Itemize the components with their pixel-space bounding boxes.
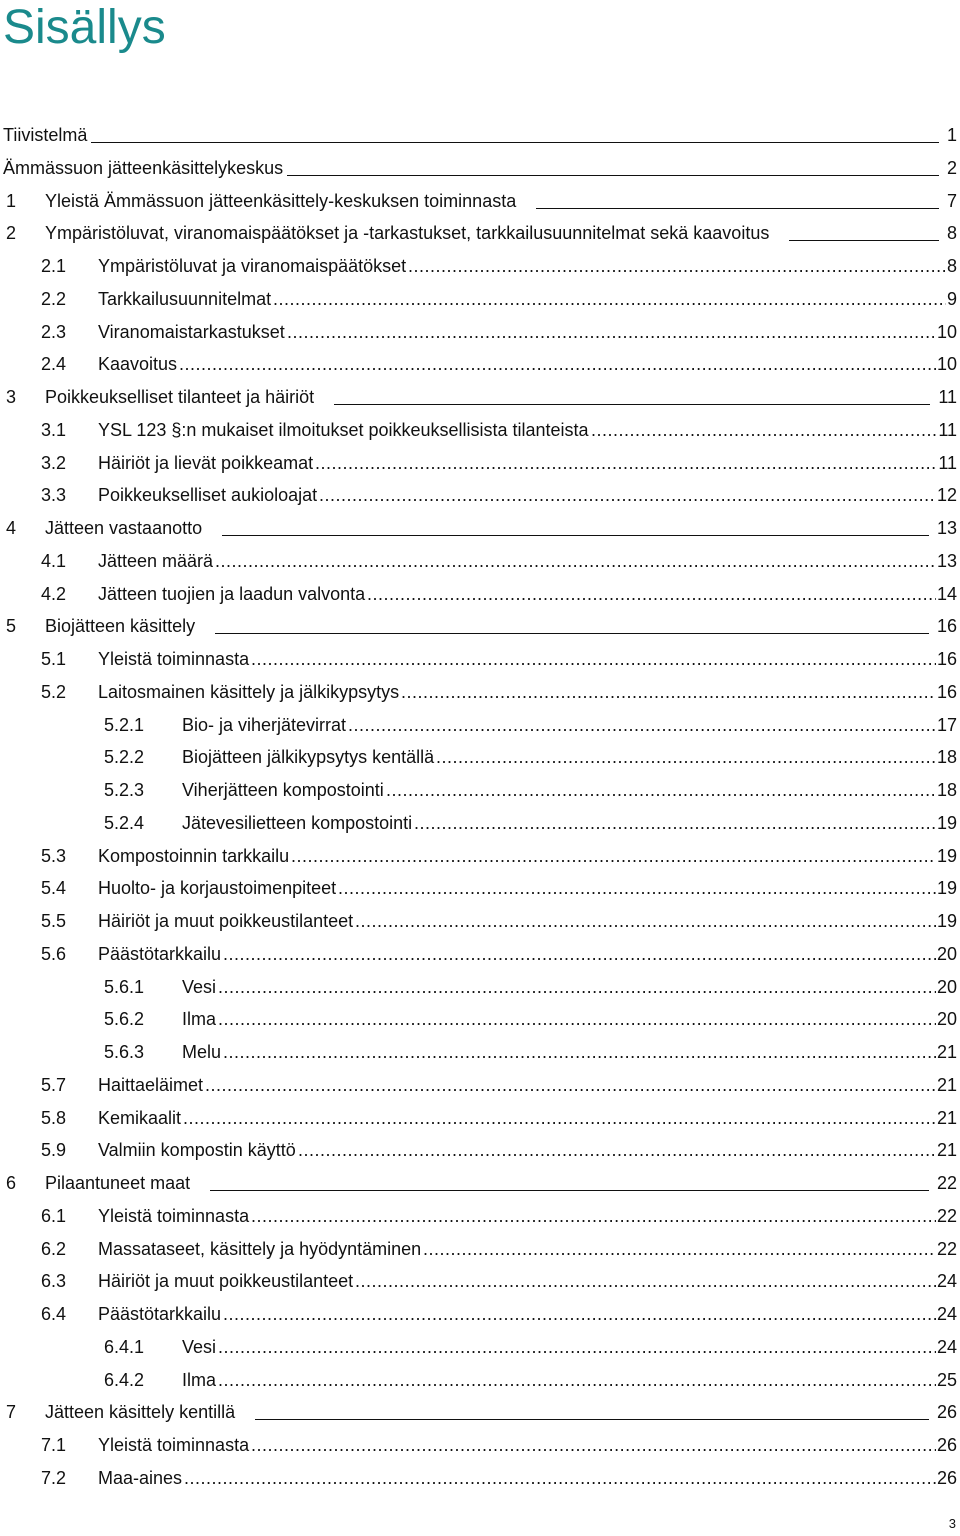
toc-entry-number: 5.1 xyxy=(41,649,67,669)
toc-entry-title: Biojätteen käsittely xyxy=(45,616,196,637)
toc-entry-title: Yleistä toiminnasta xyxy=(98,649,250,669)
toc-entry-page: 11 xyxy=(938,387,957,407)
toc-entry-number: 5.6.2 xyxy=(104,1009,145,1030)
toc-entry-title: Viranomaistarkastukset xyxy=(98,321,285,342)
toc-entry[interactable] xyxy=(0,807,960,840)
toc-entry-number: 7 xyxy=(6,1402,17,1423)
toc-leader-dots xyxy=(223,938,936,971)
toc-entry-title: Yleistä Ämmässuon jätteenkäsittely-keskuksen toiminnasta xyxy=(45,190,517,211)
toc-entry-title: Jätteen tuojien ja laadun valvonta xyxy=(98,583,366,604)
toc-leader-dots xyxy=(218,1331,936,1364)
toc-entry-page: 9 xyxy=(946,288,957,309)
toc-entry[interactable] xyxy=(0,1200,960,1233)
toc-leader-line xyxy=(210,1190,929,1191)
toc-leader-dots xyxy=(287,316,936,349)
toc-entry[interactable] xyxy=(0,1331,960,1364)
toc-entry-title: Pilaantuneet maat xyxy=(45,1173,191,1193)
toc-leader-dots xyxy=(423,1233,936,1266)
toc-leader-dots xyxy=(291,840,936,873)
toc-entry-number: 4.1 xyxy=(41,550,67,571)
toc-entry-number: 5.2.3 xyxy=(104,780,145,800)
toc-leader-dots xyxy=(338,872,936,905)
toc-entry[interactable] xyxy=(0,610,960,643)
toc-entry-page: 1 xyxy=(946,125,957,145)
toc-leader-dots xyxy=(355,1265,936,1298)
toc-entry-number: 5.9 xyxy=(41,1140,67,1161)
toc-entry-title: Kaavoitus xyxy=(98,354,178,375)
toc-entry[interactable] xyxy=(0,578,960,611)
toc-entry[interactable] xyxy=(0,1396,960,1429)
toc-entry-page: 21 xyxy=(936,1140,957,1161)
toc-entry-number: 6.4 xyxy=(41,1304,67,1324)
toc-entry-number: 5.6.1 xyxy=(104,976,145,997)
toc-leader-dots xyxy=(179,348,936,381)
toc-leader-dots xyxy=(218,1364,936,1397)
toc-entry-number: 6.1 xyxy=(41,1205,67,1226)
toc-entry-title: Huolto- ja korjaustoimenpiteet xyxy=(98,878,337,899)
toc-entry[interactable] xyxy=(0,1429,960,1462)
toc-entry-title: Häiriöt ja muut poikkeustilanteet xyxy=(98,1271,354,1292)
toc-entry-title: Jätteen käsittely kentillä xyxy=(45,1402,236,1423)
toc-entry[interactable] xyxy=(0,381,960,414)
toc-entry-page: 25 xyxy=(936,1369,957,1390)
toc-entry-number: 2.3 xyxy=(41,321,67,342)
toc-entry-number: 5.6.3 xyxy=(104,1042,145,1062)
toc-leader-dots xyxy=(298,1134,936,1167)
toc-entry-page: 8 xyxy=(946,256,957,276)
toc-entry[interactable] xyxy=(0,971,960,1004)
toc-entry-title: Häiriöt ja muut poikkeustilanteet xyxy=(98,911,354,931)
toc-entry[interactable] xyxy=(0,709,960,742)
toc-entry-page: 20 xyxy=(936,976,957,997)
toc-entry-title: Yleistä toiminnasta xyxy=(98,1435,250,1455)
toc-entry-page: 12 xyxy=(936,485,957,506)
toc-entry-page: 11 xyxy=(938,452,957,473)
toc-entry-page: 19 xyxy=(936,845,957,866)
toc-entry-number: 5.5 xyxy=(41,911,67,931)
toc-entry-number: 5.6 xyxy=(41,943,67,964)
toc-entry-page: 11 xyxy=(938,419,957,440)
toc-entry-page: 22 xyxy=(936,1238,957,1259)
toc-entry[interactable] xyxy=(0,1265,960,1298)
toc-entry-page: 7 xyxy=(946,190,957,211)
toc-entry-page: 14 xyxy=(936,583,957,604)
toc-entry[interactable] xyxy=(0,1134,960,1167)
toc-entry-page: 17 xyxy=(936,714,957,735)
toc-entry-page: 13 xyxy=(936,550,957,571)
toc-entry-page: 8 xyxy=(946,223,957,244)
toc-entry-title: Ilma xyxy=(182,1009,217,1030)
toc-leader-line xyxy=(91,142,939,143)
toc-leader-dots xyxy=(414,807,936,840)
toc-entry[interactable] xyxy=(0,119,960,152)
toc-entry-page: 10 xyxy=(936,321,957,342)
toc-entry-page: 19 xyxy=(936,878,957,899)
toc-entry-title: Maa-aines xyxy=(98,1467,183,1488)
toc-entry-page: 24 xyxy=(936,1304,957,1324)
toc-entry[interactable] xyxy=(0,1233,960,1266)
toc-entry-title: Haittaeläimet xyxy=(98,1074,204,1095)
toc-entry-number: 6.2 xyxy=(41,1238,67,1259)
toc-entry[interactable] xyxy=(0,316,960,349)
toc-leader-dots xyxy=(251,643,936,676)
toc-entry-number: 5.7 xyxy=(41,1074,67,1095)
toc-entry-title: Päästötarkkailu xyxy=(98,943,222,964)
toc-entry-number: 6.4.2 xyxy=(104,1369,145,1390)
toc-leader-line xyxy=(287,175,939,176)
toc-leader-line xyxy=(222,535,929,536)
toc-entry-page: 20 xyxy=(936,943,957,964)
toc-entry-title: Ympäristöluvat, viranomaispäätökset ja -tarkastukset, tarkkailusuunnitelmat sekä kaavoitus xyxy=(45,223,770,244)
toc-entry-page: 16 xyxy=(936,649,957,669)
toc-entry-title: Häiriöt ja lievät poikkeamat xyxy=(98,452,314,473)
toc-entry-title: Tiivistelmä xyxy=(3,125,88,145)
toc-entry-page: 19 xyxy=(936,812,957,833)
toc-entry[interactable] xyxy=(0,774,960,807)
toc-entry-title: Valmiin kompostin käyttö xyxy=(98,1140,296,1161)
toc-entry[interactable] xyxy=(0,741,960,774)
toc-entry-number: 5.2.1 xyxy=(104,714,145,735)
toc-entry-number: 2 xyxy=(6,223,17,244)
toc-entry[interactable] xyxy=(0,479,960,512)
toc-leader-dots xyxy=(408,250,946,283)
toc-entry-page: 19 xyxy=(936,911,957,931)
toc-entry-title: Vesi xyxy=(182,976,217,997)
toc-entry[interactable] xyxy=(0,1462,960,1495)
toc-entry-page: 13 xyxy=(936,518,957,538)
toc-entry-number: 4.2 xyxy=(41,583,67,604)
toc-entry[interactable] xyxy=(0,905,960,938)
toc-entry-number: 6.4.1 xyxy=(104,1336,145,1357)
toc-leader-line xyxy=(215,633,929,634)
toc-entry-title: Jätteen määrä xyxy=(98,550,214,571)
toc-leader-line xyxy=(789,240,939,241)
toc-leader-line xyxy=(536,208,939,209)
toc-entry-number: 2.4 xyxy=(41,354,67,375)
toc-entry-number: 7.1 xyxy=(41,1435,67,1455)
toc-entry-page: 16 xyxy=(936,616,957,637)
toc-entry-page: 22 xyxy=(936,1173,957,1193)
toc-entry-title: Kompostoinnin tarkkailu xyxy=(98,845,290,866)
toc-entry[interactable] xyxy=(0,1003,960,1036)
toc-leader-dots xyxy=(184,1462,936,1495)
toc-entry-page: 16 xyxy=(936,681,957,702)
toc-leader-dots xyxy=(223,1298,936,1331)
toc-entry-number: 3.1 xyxy=(41,419,67,440)
toc-entry-number: 5.2.4 xyxy=(104,812,145,833)
toc-entry-title: Laitosmainen käsittely ja jälkikypsytys xyxy=(98,681,400,702)
toc-entry-title: Ympäristöluvat ja viranomaispäätökset xyxy=(98,256,407,276)
toc-entry-title: Viherjätteen kompostointi xyxy=(182,780,384,800)
toc-entry-title: Melu xyxy=(182,1042,222,1062)
toc-entry[interactable] xyxy=(0,1069,960,1102)
toc-entry-number: 3.3 xyxy=(41,485,67,506)
toc-entry-number: 3 xyxy=(6,387,17,407)
toc-entry-title: Vesi xyxy=(182,1336,217,1357)
toc-entry-number: 6 xyxy=(6,1173,17,1193)
toc-leader-dots xyxy=(218,1003,936,1036)
toc-entry-number: 5.4 xyxy=(41,878,67,899)
toc-entry[interactable] xyxy=(0,283,960,316)
toc-entry[interactable] xyxy=(0,250,960,283)
toc-entry-number: 1 xyxy=(6,190,17,211)
toc-entry[interactable] xyxy=(0,872,960,905)
page-number: 3 xyxy=(948,1516,956,1531)
toc-entry-page: 10 xyxy=(936,354,957,375)
toc-entry-number: 5.2.2 xyxy=(104,747,145,768)
toc-leader-dots xyxy=(218,971,936,1004)
toc-entry-page: 21 xyxy=(936,1107,957,1128)
toc-entry[interactable] xyxy=(0,447,960,480)
toc-entry[interactable] xyxy=(0,217,960,250)
toc-entry-title: Päästötarkkailu xyxy=(98,1304,222,1324)
toc-entry-title: Yleistä toiminnasta xyxy=(98,1205,250,1226)
toc-entry-title: Poikkeukselliset tilanteet ja häiriöt xyxy=(45,387,315,407)
toc-entry[interactable] xyxy=(0,643,960,676)
toc-leader-dots xyxy=(319,479,936,512)
toc-entry-number: 5 xyxy=(6,616,17,637)
toc-entry-page: 22 xyxy=(936,1205,957,1226)
toc-leader-dots xyxy=(223,1036,936,1069)
toc-entry-page: 18 xyxy=(936,780,957,800)
toc-leader-dots xyxy=(401,676,936,709)
toc-leader-dots xyxy=(367,578,936,611)
toc-entry-number: 7.2 xyxy=(41,1467,67,1488)
toc-entry-page: 26 xyxy=(936,1467,957,1488)
toc-leader-dots xyxy=(251,1200,936,1233)
toc-entry-number: 5.3 xyxy=(41,845,67,866)
toc-leader-dots xyxy=(591,414,937,447)
toc-entry[interactable] xyxy=(0,1364,960,1397)
toc-entry[interactable] xyxy=(0,512,960,545)
toc-entry[interactable] xyxy=(0,348,960,381)
toc-entry-title: Biojätteen jälkikypsytys kentällä xyxy=(182,747,435,768)
toc-entry-number: 5.8 xyxy=(41,1107,67,1128)
toc-entry-number: 6.3 xyxy=(41,1271,67,1292)
toc-entry-title: YSL 123 §:n mukaiset ilmoitukset poikkeuksellisista tilanteista xyxy=(98,419,589,440)
toc-entry-title: Jätteen vastaanotto xyxy=(45,518,203,538)
toc-leader-dots xyxy=(348,709,936,742)
toc-leader-dots xyxy=(183,1102,936,1135)
toc-entry-page: 26 xyxy=(936,1435,957,1455)
toc-entry-number: 2.1 xyxy=(41,256,67,276)
toc-entry-page: 21 xyxy=(936,1042,957,1062)
toc-entry-page: 18 xyxy=(936,747,957,768)
toc-entry-number: 4 xyxy=(6,518,17,538)
toc-leader-dots xyxy=(315,447,937,480)
toc-entry[interactable] xyxy=(0,185,960,218)
toc-entry[interactable] xyxy=(0,1167,960,1200)
toc-entry-title: Ilma xyxy=(182,1369,217,1390)
toc-leader-dots xyxy=(273,283,946,316)
page-title: Sisällys xyxy=(3,1,166,54)
toc-entry[interactable] xyxy=(0,152,960,185)
toc-entry[interactable] xyxy=(0,545,960,578)
toc-leader-dots xyxy=(215,545,936,578)
toc-entry-title: Poikkeukselliset aukioloajat xyxy=(98,485,318,506)
toc-entry[interactable] xyxy=(0,1102,960,1135)
toc-leader-dots xyxy=(355,905,936,938)
toc-entry-page: 21 xyxy=(936,1074,957,1095)
toc-entry-number: 5.2 xyxy=(41,681,67,702)
toc-entry[interactable] xyxy=(0,840,960,873)
toc-entry-title: Tarkkailusuunnitelmat xyxy=(98,288,272,309)
table-of-contents xyxy=(0,119,960,1495)
toc-entry[interactable] xyxy=(0,1036,960,1069)
toc-entry-title: Kemikaalit xyxy=(98,1107,182,1128)
toc-leader-dots xyxy=(251,1429,936,1462)
toc-entry-title: Massataseet, käsittely ja hyödyntäminen xyxy=(98,1238,422,1259)
toc-entry-title: Jätevesilietteen kompostointi xyxy=(182,812,413,833)
toc-entry[interactable] xyxy=(0,414,960,447)
toc-entry-number: 2.2 xyxy=(41,288,67,309)
toc-entry-page: 24 xyxy=(936,1271,957,1292)
toc-entry-title: Bio- ja viherjätevirrat xyxy=(182,714,347,735)
toc-leader-line xyxy=(334,404,930,405)
toc-leader-dots xyxy=(205,1069,936,1102)
toc-entry-page: 26 xyxy=(936,1402,957,1423)
toc-entry[interactable] xyxy=(0,676,960,709)
toc-entry-number: 3.2 xyxy=(41,452,67,473)
toc-entry-page: 20 xyxy=(936,1009,957,1030)
toc-entry[interactable] xyxy=(0,938,960,971)
toc-entry-title: Ämmässuon jätteenkäsittelykeskus xyxy=(3,157,284,178)
toc-entry[interactable] xyxy=(0,1298,960,1331)
toc-leader-dots xyxy=(386,774,936,807)
toc-entry-page: 24 xyxy=(936,1336,957,1357)
toc-entry-page: 2 xyxy=(946,157,957,178)
toc-leader-line xyxy=(255,1419,929,1420)
toc-leader-dots xyxy=(436,741,936,774)
